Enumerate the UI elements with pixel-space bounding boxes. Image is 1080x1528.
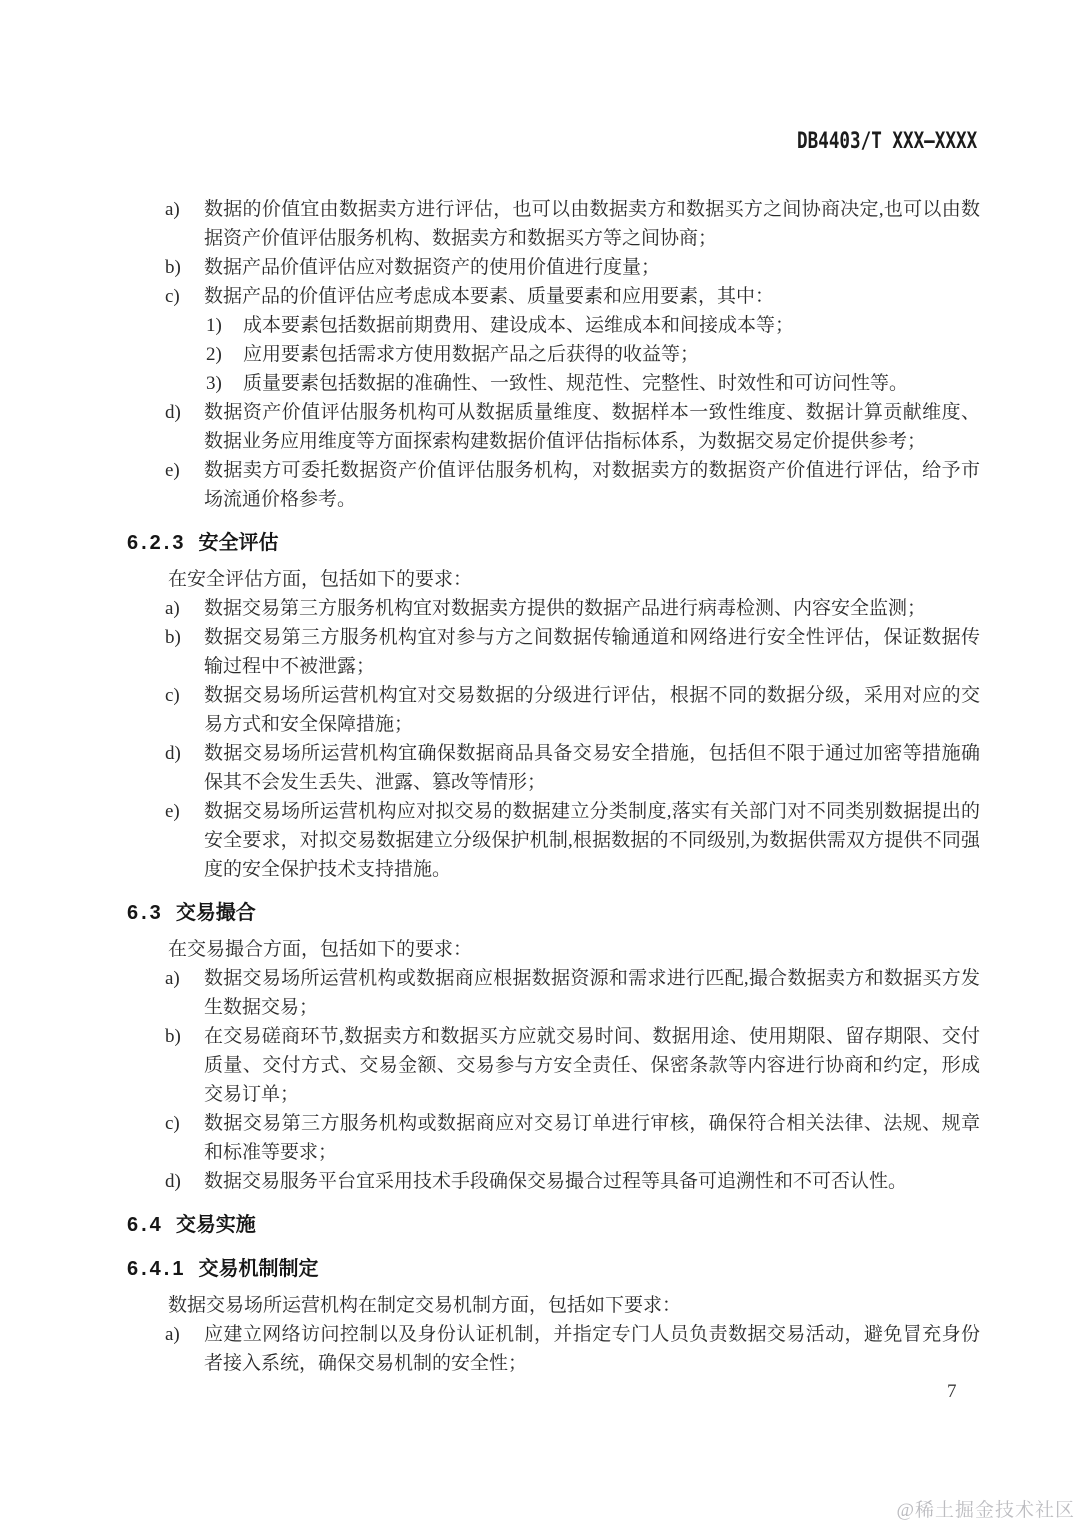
list-item-text: 质量要素包括数据的准确性、一致性、规范性、完整性、时效性和可访问性等。 xyxy=(243,373,909,394)
nested-list-item-1 xyxy=(127,311,980,340)
list-item-e xyxy=(127,797,980,884)
list-item-label: a) xyxy=(165,199,180,220)
page-number: 7 xyxy=(947,1381,957,1402)
list-item-a xyxy=(127,594,980,623)
list-item-label: b) xyxy=(165,627,181,648)
list-item-label: a) xyxy=(165,1324,180,1345)
section-title: 安全评估 xyxy=(198,532,279,554)
list-item-text: 数据交易场所运营机构宜对交易数据的分级进行评估，根据不同的数据分级，采用对应的交易方式和安全保障措施； xyxy=(204,685,980,735)
list-item-c xyxy=(127,282,980,311)
section-heading-6-3 xyxy=(127,899,980,928)
security-assessment-list xyxy=(127,594,980,884)
list-item-d xyxy=(127,1167,980,1196)
list-item-c xyxy=(127,1109,980,1167)
list-item-text: 数据产品的价值评估应考虑成本要素、质量要素和应用要素，其中： xyxy=(204,286,775,307)
list-item-label: 1) xyxy=(206,315,222,336)
list-item-text: 数据的价值宜由数据卖方进行评估，也可以由数据卖方和数据买方之间协商决定,也可以由数据资产价值评估服务机构、数据卖方和数据买方等之间协商； xyxy=(204,199,980,249)
list-item-label: c) xyxy=(165,1113,180,1134)
list-item-text: 数据交易第三方服务机构或数据商应对交易订单进行审核，确保符合相关法律、法规、规章和标准等要求； xyxy=(204,1113,980,1163)
list-item-b xyxy=(127,1022,980,1109)
list-item-text: 数据交易服务平台宜采用技术手段确保交易撮合过程等具备可追溯性和不可否认性。 xyxy=(204,1171,908,1192)
section-number: 6.2.3 xyxy=(127,532,187,554)
list-item-text: 在交易磋商环节,数据卖方和数据买方应就交易时间、数据用途、使用期限、留存期限、交付质量、交付方式、交易金额、交易参与方安全责任、保密条款等内容进行协商和约定，形成交易订单； xyxy=(204,1026,980,1105)
section-number: 6.4.1 xyxy=(127,1258,187,1280)
list-item-label: a) xyxy=(165,968,180,989)
section-title: 交易实施 xyxy=(175,1214,256,1236)
list-item-text: 数据交易场所运营机构宜确保数据商品具备交易安全措施，包括但不限于通过加密等措施确保其不会发生丢失、泄露、篡改等情形； xyxy=(204,743,980,793)
list-item-label: e) xyxy=(165,801,180,822)
list-item-text: 数据卖方可委托数据资产价值评估服务机构，对数据卖方的数据资产价值进行评估，给予市场流通价格参考。 xyxy=(204,460,980,510)
list-item-label: 3) xyxy=(206,373,222,394)
list-item-text: 数据产品价值评估应对数据资产的使用价值进行度量； xyxy=(204,257,661,278)
list-item-text: 数据交易场所运营机构应对拟交易的数据建立分类制度,落实有关部门对不同类别数据提出的安全要求，对拟交易数据建立分级保护机制,根据数据的不同级别,为数据供需双方提供不同强度的安全保护技术支持措施。 xyxy=(204,801,980,880)
list-item-label: a) xyxy=(165,598,180,619)
list-item-text: 数据资产价值评估服务机构可从数据质量维度、数据样本一致性维度、数据计算贡献维度、数据业务应用维度等方面探索构建数据价值评估指标体系，为数据交易定价提供参考； xyxy=(204,402,980,452)
trade-matching-list xyxy=(127,964,980,1196)
list-item-a xyxy=(127,195,980,253)
nested-list-item-2 xyxy=(127,340,980,369)
nested-list-item-3 xyxy=(127,369,980,398)
section-heading-6-4 xyxy=(127,1211,980,1240)
list-item-label: c) xyxy=(165,685,180,706)
section-heading-6-2-3 xyxy=(127,529,980,558)
list-item-text: 应建立网络访问控制以及身份认证机制，并指定专门人员负责数据交易活动，避免冒充身份者接入系统，确保交易机制的安全性； xyxy=(204,1324,980,1374)
list-item-text: 应用要素包括需求方使用数据产品之后获得的收益等； xyxy=(243,344,700,365)
document-content xyxy=(127,195,980,1378)
list-item-label: b) xyxy=(165,1026,181,1047)
list-item-label: e) xyxy=(165,460,180,481)
list-item-e xyxy=(127,456,980,514)
list-item-label: b) xyxy=(165,257,181,278)
list-item-label: d) xyxy=(165,402,181,423)
section-intro: 在安全评估方面，包括如下的要求： xyxy=(168,569,473,590)
section-intro: 在交易撮合方面，包括如下的要求： xyxy=(168,939,473,960)
list-item-b xyxy=(127,253,980,282)
list-item-a xyxy=(127,964,980,1022)
list-item-text: 数据交易第三方服务机构宜对参与方之间数据传输通道和网络进行安全性评估，保证数据传输过程中不被泄露； xyxy=(204,627,980,677)
list-item-label: d) xyxy=(165,743,181,764)
standard-code-header: DB4403/T XXX—XXXX xyxy=(796,129,977,154)
list-item-text: 数据交易第三方服务机构宜对数据卖方提供的数据产品进行病毒检测、内容安全监测； xyxy=(204,598,927,619)
list-item-label: c) xyxy=(165,286,180,307)
trade-mechanism-list xyxy=(127,1320,980,1378)
section-title: 交易机制制定 xyxy=(198,1258,319,1280)
list-item-label: 2) xyxy=(206,344,222,365)
list-item-text: 成本要素包括数据前期费用、建设成本、运维成本和间接成本等； xyxy=(243,315,795,336)
list-item-a xyxy=(127,1320,980,1378)
section-heading-6-4-1 xyxy=(127,1255,980,1284)
list-item-b xyxy=(127,623,980,681)
list-item-d xyxy=(127,739,980,797)
section-intro: 数据交易场所运营机构在制定交易机制方面，包括如下要求： xyxy=(168,1295,682,1316)
watermark-text: @稀土掘金技术社区 xyxy=(896,1500,1075,1521)
nested-list xyxy=(127,311,980,398)
valuation-requirement-list xyxy=(127,195,980,514)
list-item-d xyxy=(127,398,980,456)
list-item-text: 数据交易场所运营机构或数据商应根据数据资源和需求进行匹配,撮合数据卖方和数据买方发生数据交易； xyxy=(204,968,980,1018)
list-item-c xyxy=(127,681,980,739)
section-title: 交易撮合 xyxy=(175,902,256,924)
section-number: 6.4 xyxy=(127,1214,164,1236)
section-number: 6.3 xyxy=(127,902,164,924)
list-item-label: d) xyxy=(165,1171,181,1192)
